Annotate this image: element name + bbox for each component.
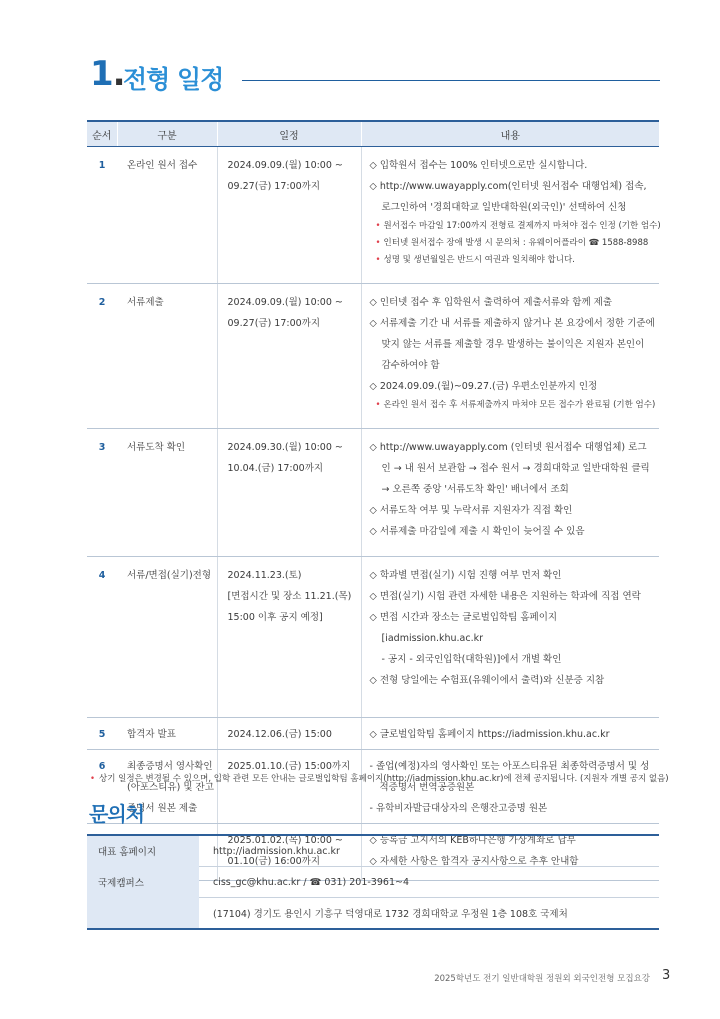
content-line: ◇ 서류도착 여부 및 누락서류 지원자가 직접 확인 — [369, 505, 573, 516]
row-date — [217, 718, 361, 750]
content-line: - 공지 - 외국인입학(대학원)]에서 개별 확인 — [381, 654, 562, 665]
content-line: ◇ 인터넷 접수 후 입학원서 출력하여 제출서류와 함께 제출 — [369, 297, 613, 308]
note-bullet-icon: • — [375, 221, 381, 231]
contact-title: 문의처 — [89, 802, 144, 826]
category-line: 서류/면접(실기)전형 — [127, 570, 212, 581]
schedule-row — [87, 284, 659, 429]
section-title: 전형 일정 — [123, 65, 224, 94]
row-content — [361, 557, 659, 718]
homepage-link[interactable]: http://iadmission.khu.ac.kr — [199, 835, 659, 867]
note-text: 성명 및 생년월일은 반드시 여권과 일치해야 합니다. — [383, 255, 575, 265]
row-seq: 5 — [87, 718, 117, 750]
header-date: 일정 — [217, 121, 361, 147]
row-seq: 2 — [87, 284, 117, 429]
row-date — [217, 429, 361, 557]
row-content — [361, 750, 659, 824]
content-note — [370, 252, 656, 269]
schedule-row — [87, 557, 659, 718]
content-line: ◇ 자세한 사항은 합격자 공지사항으로 추후 안내함 — [369, 856, 579, 867]
content-note — [370, 218, 661, 235]
category-line: 온라인 원서 접수 — [127, 160, 198, 171]
note-bullet-icon: • — [375, 238, 381, 248]
date-line: 2024.09.30.(월) 10:00 ~ — [227, 442, 343, 453]
contact-row-campus — [87, 867, 659, 898]
date-line: 09.27(금) 17:00까지 — [227, 181, 321, 192]
date-line: 01.10(금) 16:00까지 — [227, 856, 321, 867]
row-category — [117, 147, 217, 284]
row-date — [217, 284, 361, 429]
row-seq: 4 — [87, 557, 117, 718]
category-line: 최종증명서 영사확인 — [127, 761, 213, 772]
date-line: 2024.11.23.(토) — [227, 570, 302, 581]
content-line: ◇ 입학원서 접수는 100% 인터넷으로만 실시합니다. — [369, 160, 588, 171]
row-date — [217, 750, 361, 824]
row-date — [217, 557, 361, 718]
content-line: ◇ 학과별 면접(실기) 시험 진행 여부 먼저 확인 — [369, 570, 562, 581]
section-heading — [90, 54, 660, 98]
category-line: 합격자 발표 — [127, 729, 176, 740]
content-note — [370, 397, 656, 414]
schedule-row — [87, 429, 659, 557]
row-date — [217, 147, 361, 284]
content-line: ◇ 서류제출 마감일에 제출 시 확인이 늦어질 수 있음 — [369, 526, 585, 537]
content-line: ◇ 등록금 고지서의 KEB하나은행 가상계좌로 납부 — [369, 835, 576, 846]
campus-label: 국제캠퍼스 — [87, 867, 199, 930]
row-category — [117, 718, 217, 750]
content-line: ◇ 면접(실기) 시험 관련 자세한 내용은 지원하는 학과에 직접 연락 — [369, 591, 641, 602]
content-line: ◇ 전형 당일에는 수험표(유웨이에서 출력)와 신분증 지참 — [369, 675, 605, 686]
date-line: 2024.09.09.(월) 10:00 ~ — [227, 160, 343, 171]
schedule-footnote: • 상기 일정은 변경될 수 있으며, 입학 관련 모든 안내는 글로벌입학팀 홈페이지(http://iadmission.khu.ac.kr)에 전체 공지됩니다. (지원자 개별 공지 없음) — [90, 774, 669, 784]
row-content — [361, 284, 659, 429]
content-line: ◇ 글로벌입학팀 홈페이지 https://iadmission.khu.ac.kr — [369, 729, 610, 740]
contact-table — [87, 834, 659, 930]
content-line: ◇ http://www.uwayapply.com (인터넷 원서접수 대행업체) 로그인 → 내 원서 보관함 → 접수 원서 → 경희대학교 일반대학원 클릭 → 오른쪽 중앙 '서류도착 확인' 배너에서 조회 — [369, 442, 650, 495]
schedule-header-row — [87, 121, 659, 147]
date-line: 2024.09.09.(월) 10:00 ~ — [227, 297, 343, 308]
category-line: 서류도착 확인 — [127, 442, 186, 453]
category-line: 증명서 원본 제출 — [127, 803, 198, 814]
schedule-table — [87, 120, 659, 881]
section-number: 1. — [90, 54, 125, 94]
note-text: 원서접수 마감일 17:00까지 전형료 결제까지 마쳐야 접수 인정 (기한 엄수) — [383, 221, 661, 231]
content-line: ◇ http://www.uwayapply.com(인터넷 원서접수 대행업체) 접속, 로그인하여 '경희대학교 일반대학원(외국인)' 선택하여 신청 — [369, 181, 647, 213]
header-category: 구분 — [117, 121, 217, 147]
date-line: 09.27(금) 17:00까지 — [227, 318, 321, 329]
date-line: 10.04.(금) 17:00까지 — [227, 463, 324, 474]
date-line: 15:00 이후 공지 예정] — [227, 612, 323, 623]
category-line: 서류제출 — [127, 297, 164, 308]
homepage-label: 대표 홈페이지 — [87, 835, 199, 867]
contact-row-homepage — [87, 835, 659, 867]
date-line: [면접시간 및 장소 11.21.(목) — [227, 591, 352, 602]
row-content — [361, 147, 659, 284]
header-seq: 순서 — [87, 121, 117, 147]
row-category — [117, 557, 217, 718]
footer-title: 2025학년도 전기 일반대학원 정원외 외국인전형 모집요강 — [434, 974, 650, 984]
heading-rule — [242, 80, 660, 81]
row-content — [361, 429, 659, 557]
note-text: 인터넷 원서접수 장애 발생 시 문의처 : 유웨이어플라이 ☎ 1588-8988 — [383, 238, 649, 248]
schedule-row — [87, 147, 659, 284]
schedule-row — [87, 718, 659, 750]
content-line: - 유학비자발급대상자의 은행잔고증명 원본 — [369, 803, 548, 814]
content-note — [370, 235, 656, 252]
date-line: 2025.01.10.(금) 15:00까지 — [227, 761, 351, 772]
content-line: - 졸업(예정)자의 영사확인 또는 아포스티유된 최종학력증명서 및 성적증명서 번역공증원본 — [369, 761, 650, 793]
note-bullet-icon: • — [375, 255, 381, 265]
date-line: 2024.12.06.(금) 15:00 — [227, 729, 332, 740]
row-category — [117, 429, 217, 557]
row-seq: 3 — [87, 429, 117, 557]
note-bullet-icon: • — [375, 400, 381, 410]
campus-contact: ciss_gc@khu.ac.kr / ☎ 031) 201-3961~4 — [199, 867, 659, 898]
row-content — [361, 718, 659, 750]
content-line: ◇ 면접 시간과 장소는 글로벌입학팀 홈페이지[iadmission.khu.ac.kr — [369, 612, 558, 644]
category-line: (아포스티유) 및 잔고 — [127, 782, 214, 793]
schedule-row — [87, 750, 659, 824]
date-line: 2025.01.02.(목) 10:00 ~ — [227, 835, 343, 846]
campus-address: (17104) 경기도 용인시 기흥구 덕영대로 1732 경희대학교 우정원 1층 108호 국제처 — [199, 898, 659, 930]
row-seq: 1 — [87, 147, 117, 284]
content-line: ◇ 2024.09.09.(월)~09.27.(금) 우편소인분까지 인정 — [369, 381, 598, 392]
note-text: 온라인 원서 접수 후 서류제출까지 마쳐야 모든 접수가 완료됨 (기한 엄수) — [383, 400, 656, 410]
row-seq: 6 — [87, 750, 117, 824]
header-content: 내용 — [361, 121, 659, 147]
content-line: ◇ 서류제출 기간 내 서류를 제출하지 않거나 본 요강에서 정한 기준에 맞지 않는 서류를 제출할 경우 발생하는 불이익은 지원자 본인이 감수하여야 함 — [369, 318, 655, 371]
row-category — [117, 284, 217, 429]
page-number: 3 — [662, 968, 671, 983]
